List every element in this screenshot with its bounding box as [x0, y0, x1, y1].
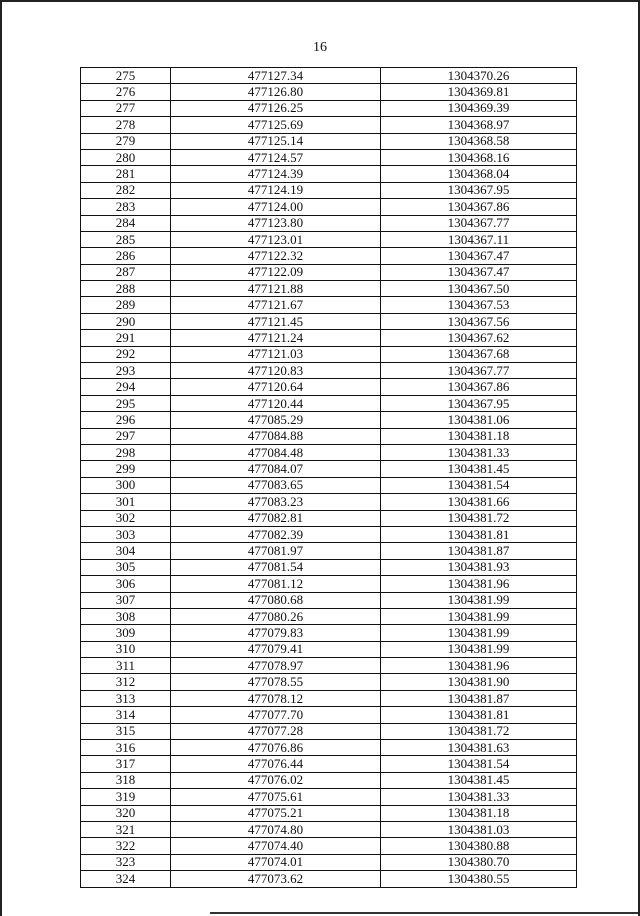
y-coordinate-cell: 1304381.72: [381, 510, 577, 526]
point-number-cell: 315: [81, 723, 171, 739]
point-number-cell: 301: [81, 494, 171, 510]
point-number-cell: 305: [81, 559, 171, 575]
table-row: [81, 412, 577, 428]
point-number-cell: 309: [81, 625, 171, 641]
y-coordinate-cell: 1304367.47: [381, 264, 577, 280]
point-number-cell: 286: [81, 248, 171, 264]
table-row: [81, 690, 577, 706]
table-row: [81, 231, 577, 247]
table-row: [81, 379, 577, 395]
point-number-cell: 295: [81, 395, 171, 411]
x-coordinate-cell: 477122.32: [171, 248, 381, 264]
x-coordinate-cell: 477120.64: [171, 379, 381, 395]
y-coordinate-cell: 1304381.03: [381, 821, 577, 837]
x-coordinate-cell: 477074.80: [171, 821, 381, 837]
y-coordinate-cell: 1304367.68: [381, 346, 577, 362]
table-row: [81, 313, 577, 329]
table-row: [81, 723, 577, 739]
table-row: [81, 444, 577, 460]
point-number-cell: 316: [81, 740, 171, 756]
table-row: [81, 543, 577, 559]
table-row: [81, 395, 577, 411]
table-row: [81, 576, 577, 592]
table-row: [81, 68, 577, 84]
y-coordinate-cell: 1304381.87: [381, 690, 577, 706]
table-row: [81, 330, 577, 346]
y-coordinate-cell: 1304368.97: [381, 117, 577, 133]
x-coordinate-cell: 477081.54: [171, 559, 381, 575]
x-coordinate-cell: 477080.26: [171, 608, 381, 624]
point-number-cell: 310: [81, 641, 171, 657]
point-number-cell: 277: [81, 100, 171, 116]
point-number-cell: 322: [81, 838, 171, 854]
point-number-cell: 323: [81, 854, 171, 870]
point-number-cell: 290: [81, 313, 171, 329]
x-coordinate-cell: 477123.01: [171, 231, 381, 247]
table-row: [81, 182, 577, 198]
point-number-cell: 321: [81, 821, 171, 837]
point-number-cell: 287: [81, 264, 171, 280]
table-row: [81, 772, 577, 788]
x-coordinate-cell: 477076.44: [171, 756, 381, 772]
x-coordinate-cell: 477127.34: [171, 68, 381, 84]
y-coordinate-cell: 1304381.45: [381, 461, 577, 477]
table-row: [81, 264, 577, 280]
point-number-cell: 314: [81, 707, 171, 723]
x-coordinate-cell: 477125.14: [171, 133, 381, 149]
x-coordinate-cell: 477076.02: [171, 772, 381, 788]
point-number-cell: 303: [81, 526, 171, 542]
y-coordinate-cell: 1304381.54: [381, 756, 577, 772]
x-coordinate-cell: 477124.57: [171, 149, 381, 165]
point-number-cell: 281: [81, 166, 171, 182]
table-row: [81, 133, 577, 149]
table-row: [81, 199, 577, 215]
y-coordinate-cell: 1304381.99: [381, 608, 577, 624]
point-number-cell: 313: [81, 690, 171, 706]
coordinates-table: [80, 67, 577, 888]
table-row: [81, 838, 577, 854]
y-coordinate-cell: 1304381.18: [381, 428, 577, 444]
y-coordinate-cell: 1304381.45: [381, 772, 577, 788]
table-row: [81, 117, 577, 133]
table-row: [81, 592, 577, 608]
y-coordinate-cell: 1304381.54: [381, 477, 577, 493]
table-row: [81, 740, 577, 756]
x-coordinate-cell: 477084.88: [171, 428, 381, 444]
table-row: [81, 641, 577, 657]
x-coordinate-cell: 477120.83: [171, 363, 381, 379]
x-coordinate-cell: 477124.19: [171, 182, 381, 198]
x-coordinate-cell: 477077.70: [171, 707, 381, 723]
y-coordinate-cell: 1304367.95: [381, 182, 577, 198]
table-row: [81, 166, 577, 182]
y-coordinate-cell: 1304367.53: [381, 297, 577, 313]
y-coordinate-cell: 1304367.56: [381, 313, 577, 329]
table-row: [81, 871, 577, 887]
table-row: [81, 494, 577, 510]
x-coordinate-cell: 477075.21: [171, 805, 381, 821]
table-row: [81, 363, 577, 379]
y-coordinate-cell: 1304381.81: [381, 526, 577, 542]
point-number-cell: 319: [81, 789, 171, 805]
table-row: [81, 428, 577, 444]
point-number-cell: 304: [81, 543, 171, 559]
x-coordinate-cell: 477123.80: [171, 215, 381, 231]
point-number-cell: 276: [81, 84, 171, 100]
x-coordinate-cell: 477082.81: [171, 510, 381, 526]
point-number-cell: 311: [81, 658, 171, 674]
x-coordinate-cell: 477121.67: [171, 297, 381, 313]
table-row: [81, 297, 577, 313]
y-coordinate-cell: 1304381.18: [381, 805, 577, 821]
y-coordinate-cell: 1304370.26: [381, 68, 577, 84]
y-coordinate-cell: 1304381.81: [381, 707, 577, 723]
x-coordinate-cell: 477080.68: [171, 592, 381, 608]
y-coordinate-cell: 1304367.62: [381, 330, 577, 346]
x-coordinate-cell: 477126.80: [171, 84, 381, 100]
point-number-cell: 300: [81, 477, 171, 493]
y-coordinate-cell: 1304381.99: [381, 641, 577, 657]
y-coordinate-cell: 1304367.77: [381, 215, 577, 231]
x-coordinate-cell: 477121.03: [171, 346, 381, 362]
point-number-cell: 324: [81, 871, 171, 887]
table-row: [81, 526, 577, 542]
y-coordinate-cell: 1304367.86: [381, 379, 577, 395]
y-coordinate-cell: 1304381.99: [381, 592, 577, 608]
point-number-cell: 288: [81, 281, 171, 297]
scan-border-bottom: [210, 912, 638, 914]
x-coordinate-cell: 477077.28: [171, 723, 381, 739]
point-number-cell: 307: [81, 592, 171, 608]
table-row: [81, 248, 577, 264]
point-number-cell: 289: [81, 297, 171, 313]
x-coordinate-cell: 477083.23: [171, 494, 381, 510]
y-coordinate-cell: 1304381.87: [381, 543, 577, 559]
point-number-cell: 279: [81, 133, 171, 149]
x-coordinate-cell: 477124.00: [171, 199, 381, 215]
x-coordinate-cell: 477079.83: [171, 625, 381, 641]
x-coordinate-cell: 477082.39: [171, 526, 381, 542]
table-row: [81, 461, 577, 477]
table-row: [81, 674, 577, 690]
y-coordinate-cell: 1304380.55: [381, 871, 577, 887]
x-coordinate-cell: 477074.40: [171, 838, 381, 854]
point-number-cell: 280: [81, 149, 171, 165]
table-row: [81, 789, 577, 805]
x-coordinate-cell: 477124.39: [171, 166, 381, 182]
y-coordinate-cell: 1304369.39: [381, 100, 577, 116]
x-coordinate-cell: 477121.45: [171, 313, 381, 329]
y-coordinate-cell: 1304367.47: [381, 248, 577, 264]
y-coordinate-cell: 1304381.96: [381, 658, 577, 674]
x-coordinate-cell: 477079.41: [171, 641, 381, 657]
scan-border-top: [2, 0, 638, 2]
x-coordinate-cell: 477075.61: [171, 789, 381, 805]
point-number-cell: 293: [81, 363, 171, 379]
point-number-cell: 294: [81, 379, 171, 395]
point-number-cell: 302: [81, 510, 171, 526]
point-number-cell: 285: [81, 231, 171, 247]
point-number-cell: 282: [81, 182, 171, 198]
table-row: [81, 608, 577, 624]
y-coordinate-cell: 1304367.50: [381, 281, 577, 297]
point-number-cell: 291: [81, 330, 171, 346]
y-coordinate-cell: 1304367.86: [381, 199, 577, 215]
table-row: [81, 625, 577, 641]
point-number-cell: 283: [81, 199, 171, 215]
y-coordinate-cell: 1304381.33: [381, 789, 577, 805]
point-number-cell: 275: [81, 68, 171, 84]
point-number-cell: 298: [81, 444, 171, 460]
coordinates-table-body: [81, 68, 577, 888]
point-number-cell: 297: [81, 428, 171, 444]
x-coordinate-cell: 477125.69: [171, 117, 381, 133]
table-row: [81, 559, 577, 575]
x-coordinate-cell: 477085.29: [171, 412, 381, 428]
y-coordinate-cell: 1304368.04: [381, 166, 577, 182]
y-coordinate-cell: 1304381.06: [381, 412, 577, 428]
point-number-cell: 320: [81, 805, 171, 821]
table-row: [81, 510, 577, 526]
table-row: [81, 281, 577, 297]
x-coordinate-cell: 477084.48: [171, 444, 381, 460]
y-coordinate-cell: 1304381.90: [381, 674, 577, 690]
y-coordinate-cell: 1304381.93: [381, 559, 577, 575]
table-row: [81, 100, 577, 116]
x-coordinate-cell: 477074.01: [171, 854, 381, 870]
x-coordinate-cell: 477121.88: [171, 281, 381, 297]
y-coordinate-cell: 1304369.81: [381, 84, 577, 100]
x-coordinate-cell: 477073.62: [171, 871, 381, 887]
table-row: [81, 821, 577, 837]
table-row: [81, 346, 577, 362]
point-number-cell: 308: [81, 608, 171, 624]
y-coordinate-cell: 1304381.72: [381, 723, 577, 739]
x-coordinate-cell: 477078.55: [171, 674, 381, 690]
y-coordinate-cell: 1304367.11: [381, 231, 577, 247]
x-coordinate-cell: 477083.65: [171, 477, 381, 493]
table-row: [81, 805, 577, 821]
y-coordinate-cell: 1304381.33: [381, 444, 577, 460]
y-coordinate-cell: 1304367.77: [381, 363, 577, 379]
x-coordinate-cell: 477081.12: [171, 576, 381, 592]
table-row: [81, 854, 577, 870]
y-coordinate-cell: 1304380.88: [381, 838, 577, 854]
point-number-cell: 292: [81, 346, 171, 362]
point-number-cell: 284: [81, 215, 171, 231]
point-number-cell: 317: [81, 756, 171, 772]
y-coordinate-cell: 1304381.96: [381, 576, 577, 592]
table-row: [81, 756, 577, 772]
x-coordinate-cell: 477126.25: [171, 100, 381, 116]
table-row: [81, 658, 577, 674]
y-coordinate-cell: 1304381.99: [381, 625, 577, 641]
point-number-cell: 296: [81, 412, 171, 428]
table-row: [81, 707, 577, 723]
point-number-cell: 306: [81, 576, 171, 592]
x-coordinate-cell: 477122.09: [171, 264, 381, 280]
table-row: [81, 215, 577, 231]
y-coordinate-cell: 1304368.16: [381, 149, 577, 165]
table-row: [81, 84, 577, 100]
table-row: [81, 149, 577, 165]
y-coordinate-cell: 1304380.70: [381, 854, 577, 870]
x-coordinate-cell: 477121.24: [171, 330, 381, 346]
x-coordinate-cell: 477076.86: [171, 740, 381, 756]
point-number-cell: 318: [81, 772, 171, 788]
y-coordinate-cell: 1304381.66: [381, 494, 577, 510]
x-coordinate-cell: 477078.97: [171, 658, 381, 674]
point-number-cell: 278: [81, 117, 171, 133]
y-coordinate-cell: 1304368.58: [381, 133, 577, 149]
y-coordinate-cell: 1304381.63: [381, 740, 577, 756]
page-number: 16: [313, 40, 327, 55]
point-number-cell: 312: [81, 674, 171, 690]
table-row: [81, 477, 577, 493]
x-coordinate-cell: 477084.07: [171, 461, 381, 477]
point-number-cell: 299: [81, 461, 171, 477]
x-coordinate-cell: 477081.97: [171, 543, 381, 559]
y-coordinate-cell: 1304367.95: [381, 395, 577, 411]
x-coordinate-cell: 477120.44: [171, 395, 381, 411]
scan-border-left: [0, 0, 2, 916]
x-coordinate-cell: 477078.12: [171, 690, 381, 706]
